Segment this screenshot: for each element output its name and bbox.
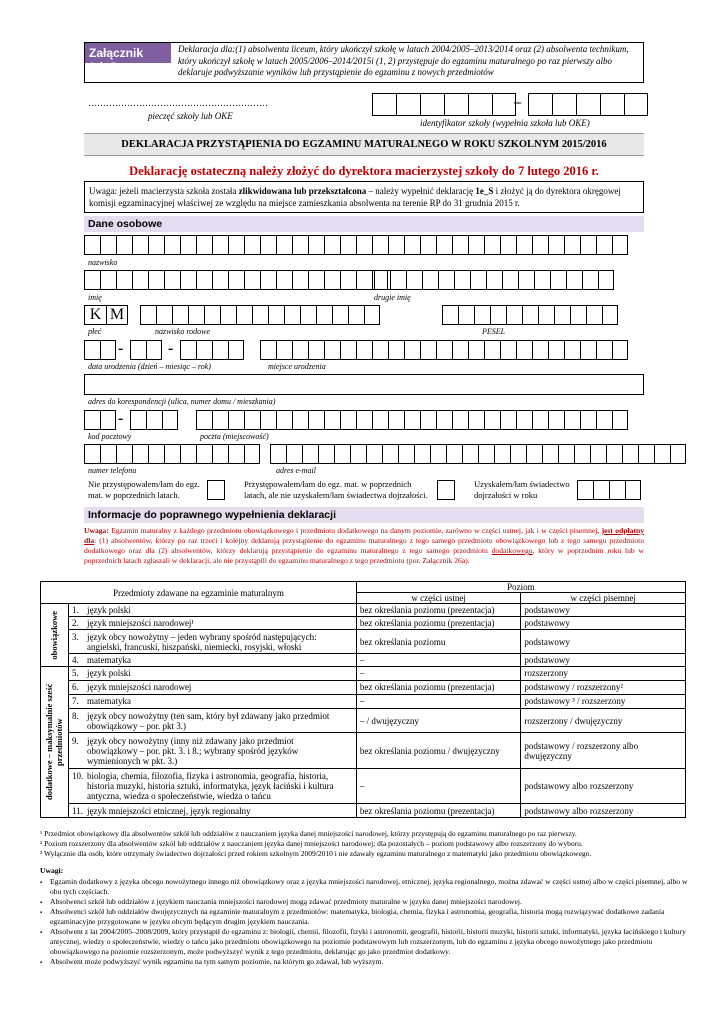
birth-place-input[interactable] [260,340,628,360]
note-item: ▪ Absolwenci szkół lub oddziałów dwujęzycznych na egzaminie maturalnym z przedmiotów: matematyka, biologia, chemia, fizyka i astronomia, geografia, historia mogą rozwiązywać dodatkowe zadania egzaminacyjne przygotowane w języku obcym będącym drugim językiem nauczania. [40,907,690,927]
surname-input[interactable] [84,235,628,255]
subject-number: 4. [71,655,79,665]
postal-code-2[interactable] [130,410,178,430]
subject-name: język mniejszości etnicznej, język regionalny [86,805,251,816]
subject-name: matematyka [86,696,131,707]
notes [40,866,690,967]
written-level-cell[interactable]: podstawowy [521,654,686,667]
table-row [41,680,686,694]
gender-input[interactable] [84,305,128,325]
footnote-2: ² Poziom rozszerzony dla absolwentów szkół lub oddziałów z nauczaniem języka danej mniejszości narodowej; dla pozostałych – poziom podstawowy albo rozszerzony do wyboru. [40,839,583,848]
school-id-label: identyfikator szkoły (wypełnia szkoła lub OKE) [420,118,590,128]
written-level-cell[interactable]: podstawowy / rozszerzony² [521,680,686,694]
stamp-label: pieczęć szkoły lub OKE [148,111,233,121]
subjects-table [40,581,686,818]
table-row [41,630,686,654]
option-no-cert-checkbox[interactable] [437,480,455,500]
header-oral: w części ustnej [356,593,521,604]
email-input[interactable] [270,444,686,464]
written-level-cell[interactable]: podstawowy [521,604,686,617]
header-written: w części pisemnej [521,593,686,604]
post-office-input[interactable] [196,410,628,430]
info-text: Uwaga: Egzamin maturalny z każdego przedmiotu obowiązkowego i przedmiotu dodatkowego na danym poziomie, zarówno w części ustnej, jak i w części pisemnej, jest odpłatny dla: (1) absolwentów, którzy po raz trzeci i kolejny deklarują przystąpienie do egzaminu maturalnego z tego samego przedmiotu obowiązkowego lub z tego samego przedmiotu dodatkowego oraz dla (2) absolwentów, którzy deklarują przystąpienie do egzaminu maturalnego z tego samego przedmiotu dodatkowego, który w poprzednim roku lub w poprzednich latach zgłaszali w deklaracji, ale nie przystąpili do egzaminu maturalnego z tego przedmiotu (por. Załącznik 26a). [84,526,644,565]
second-name-label: drugie imię [374,293,411,302]
birth-date-label: data urodzenia (dzień – miesiąc – rok) [88,362,211,371]
birth-day-input[interactable] [84,340,116,360]
note-item: ▪ Egzamin dodatkowy z języka obcego nowożytnego innego niż obowiązkowy oraz z języka mniejszości narodowej, etnicznej, języka regionalnego, można zdawać w części ustnej albo w części pisemnej, albo w obu tych częściach. [40,877,690,897]
written-level-cell[interactable]: rozszerzony / dwujęzyczny [521,708,686,733]
subject-cell [68,708,356,733]
group-label: dodatkowe – maksymalnie sześć przedmiotów [44,683,65,801]
surname-label: nazwisko [88,258,118,267]
maiden-name-input[interactable] [140,305,380,325]
maiden-name-label: nazwisko rodowe [155,327,211,336]
school-id-boxes-2[interactable] [528,93,648,116]
subject-name: język obcy nowożytny (ten sam, który był zdawany jako przedmiot obowiązkowy – por. pkt 3.) [86,710,330,731]
oral-level-cell[interactable]: bez określania poziomu (prezentacja) [356,680,521,694]
option-cert-label: Uzyskałem/łam świadectwo dojrzałości w roku [474,479,570,500]
table-row [41,804,686,818]
subject-cell [68,604,356,617]
deadline-notice: Deklarację ostateczną należy złożyć do dyrektora macierzystej szkoły do 7 lutego 2016 r. [129,164,599,178]
pesel-input[interactable] [442,305,618,325]
postal-code-label: kod pocztowy [88,432,132,441]
subject-name: język obcy nowożytny (inny niż zdawany jako przedmiot obowiązkowy – por. pkt. 3. i 8.; wybrany spośród języków wymienionych w pkt. 3.) [86,735,299,766]
subject-name: język polski [86,668,131,679]
address-label: adres do korespondencji (ulica, numer domu / mieszkania) [88,397,276,406]
birth-place-label: miejsce urodzenia [268,362,326,371]
oral-level-cell[interactable]: bez określania poziomu [356,630,521,654]
subject-number: 2. [71,618,79,628]
subject-number: 8. [71,710,79,721]
subject-cell [68,804,356,818]
school-id-dash: – [514,95,521,110]
birth-year-input[interactable] [180,340,244,360]
table-row [41,733,686,768]
first-name-input[interactable] [84,270,388,290]
school-id-boxes-1[interactable] [372,93,516,116]
cert-year-input[interactable] [577,480,641,500]
subject-cell [68,630,356,654]
notes-title: Uwagi: [40,866,64,875]
table-row [41,654,686,667]
subject-number: 7. [71,696,79,707]
note-item: ▪ Absolwent z lat 2004/2005–2008/2009, który przystąpił do egzaminu z: biologii, chemii, filozofii, fizyki i astronomii, geografii, historii, historii muzyki, historii sztuki, informatyki, języka łacińskiego i kultury antycznej, wiedzy o społeczeństwie, wiedzy o tańcu jako przedmiotu obowiązkowego na poziomie podstawowym lub rozszerzonym, lub do egzaminu z języka obcego nowożytnego jako przedmiotu obowiązkowego na poziomie rozszerzonym, może podwyższyć wynik z tego przedmiotu, deklarując go jako przedmiot dodatkowy. [40,927,690,957]
written-level-cell[interactable]: podstawowy albo rozszerzony [521,768,686,803]
subject-number: 5. [71,668,79,679]
subject-number: 6. [71,682,79,693]
gender-k[interactable]: K [84,305,106,325]
birth-dash-1: - [118,340,124,357]
subject-number: 3. [71,631,79,642]
table-row [41,768,686,803]
gender-label: płeć [88,327,102,336]
option-never-checkbox[interactable] [207,480,225,500]
table-row [41,708,686,733]
written-level-cell[interactable]: podstawowy ³ / rozszerzony [521,694,686,708]
table-row [41,604,686,617]
subject-number: 9. [71,735,79,746]
written-level-cell[interactable]: podstawowy albo rozszerzony [521,804,686,818]
table-row [41,667,686,681]
written-level-cell[interactable]: podstawowy [521,630,686,654]
subject-name: język mniejszości narodowej [86,682,192,693]
group-additional [41,667,69,818]
subject-cell [68,617,356,630]
oral-level-cell[interactable]: bez określania poziomu (prezentacja) [356,804,521,818]
oral-level-cell[interactable]: – / dwujęzyczny [356,708,521,733]
subject-number: 10. [71,770,84,781]
subject-name: język obcy nowożytny – jeden wybrany spośród następujących: angielski, francuski, hiszpański, niemiecki, rosyjski, włoski [86,631,317,652]
liquidation-note: Uwaga: jeżeli macierzysta szkoła została zlikwidowana lub przekształcona – należy wypełnić deklarację 1e_S i złożyć ją do dyrektora okręgowej komisji egzaminacyjnej właściwej ze względu na miejsce zamieszkania absolwenta na terenie RP do 31 grudnia 2015 r. [84,181,644,213]
subject-number: 11. [71,805,83,816]
oral-level-cell[interactable]: – [356,667,521,681]
section-info: Informacje do poprawnego wypełnienia deklaracji [84,507,644,523]
pesel-label: PESEL [482,327,506,336]
subject-cell [68,680,356,694]
option-no-cert-label: Przystępowałem/łam do egz. mat. w poprzednich latach, ale nie uzyskałem/łam świadectwa dojrzałości. [244,479,428,500]
footnote-3: ³ Wyłącznie dla osób, które otrzymały świadectwo dojrzałości przed rokiem szkolnym 2009/2010 i nie zdawały egzaminu maturalnego z matematyki jako przedmiotu obowiązkowego. [40,849,592,858]
oral-level-cell[interactable]: bez określania poziomu / dwujęzyczny [356,733,521,768]
declaration-description: Deklaracja dla:(1) absolwenta liceum, który ukończył szkołę w latach 2004/2005–2013/2014 oraz (2) absolwenta technikum, który ukończył szkołę w latach 2005/2006–2014/2015i (1, 2) przystępuje do egzaminu maturalnego po raz pierwszy albo deklaruje podwyższanie wyników lub przystąpienie do egzaminu z nowych przedmiotów [178,44,629,77]
subject-name: język polski [86,605,131,615]
attachment-label: Załącznik 1d_S [85,43,171,63]
stamp-dots: …………………………………………………… [88,98,268,108]
subject-cell [68,733,356,768]
oral-level-cell[interactable]: – [356,768,521,803]
birth-month-input[interactable] [130,340,162,360]
subject-cell [68,694,356,708]
second-name-input[interactable] [374,270,614,290]
document-title: DEKLARACJA PRZYSTĄPIENIA DO EGZAMINU MATURALNEGO W ROKU SZKOLNYM 2015/2016 [84,133,644,156]
footnotes [40,829,700,859]
section-personal: Dane osobowe [84,216,644,232]
post-office-label: poczta (miejscowość) [200,432,269,441]
subject-number: 1. [71,605,79,615]
birth-dash-2: - [168,340,174,357]
gender-m[interactable]: M [106,305,128,325]
subject-name: matematyka [86,655,131,665]
table-row [41,617,686,630]
group-mandatory [41,604,69,667]
phone-input[interactable] [84,444,260,464]
header-subjects: Przedmioty zdawane na egzaminie maturalnym [41,582,357,604]
first-name-label: imię [88,293,102,302]
subject-name: język mniejszości narodowej¹ [86,618,195,628]
footnote-1: ¹ Przedmiot obowiązkowy dla absolwentów szkół lub oddziałów z nauczaniem języka danej mniejszości narodowej, którzy przystępują do egzaminu maturalnego po raz pierwszy. [40,829,577,838]
oral-level-cell[interactable]: – [356,654,521,667]
written-level-cell[interactable]: rozszerzony [521,667,686,681]
oral-level-cell[interactable]: bez określania poziomu (prezentacja) [356,604,521,617]
subject-cell [68,667,356,681]
note-item: ▪ Absolwenci szkół lub oddziałów z językiem nauczania mniejszości narodowej mogą zdawać przedmioty maturalne w języku danej mniejszości narodowej. [40,897,690,907]
address-input[interactable] [84,374,644,395]
written-level-cell[interactable]: podstawowy / rozszerzony albo dwujęzyczny [521,733,686,768]
subject-name: biologia, chemia, filozofia, fizyka i astronomia, geografia, historia, historia muzyki, historia sztuki, informatyka, język łaciński i kultura antyczna, wiedza o społeczeństwie, wiedza o tańcu [86,770,334,801]
postal-dash: - [118,410,124,427]
postal-code-1[interactable] [84,410,116,430]
table-row [41,694,686,708]
option-never-label: Nie przystępowałem/łam do egz. mat. w poprzednich latach. [88,479,200,500]
oral-level-cell[interactable]: bez określania poziomu (prezentacja) [356,617,521,630]
oral-level-cell[interactable]: – [356,694,521,708]
group-label: obowiązkowe [49,610,60,660]
subject-cell [68,768,356,803]
note-item: ▪ Absolwent może podwyższyć wynik egzaminu na tym samym poziomie, na którym go zdawał, lub wyższym. [40,957,690,967]
header-level: Poziom [356,582,685,593]
subject-cell [68,654,356,667]
phone-label: numer telefonu [88,466,137,475]
email-label: adres e-mail [276,466,316,475]
written-level-cell[interactable]: podstawowy [521,617,686,630]
